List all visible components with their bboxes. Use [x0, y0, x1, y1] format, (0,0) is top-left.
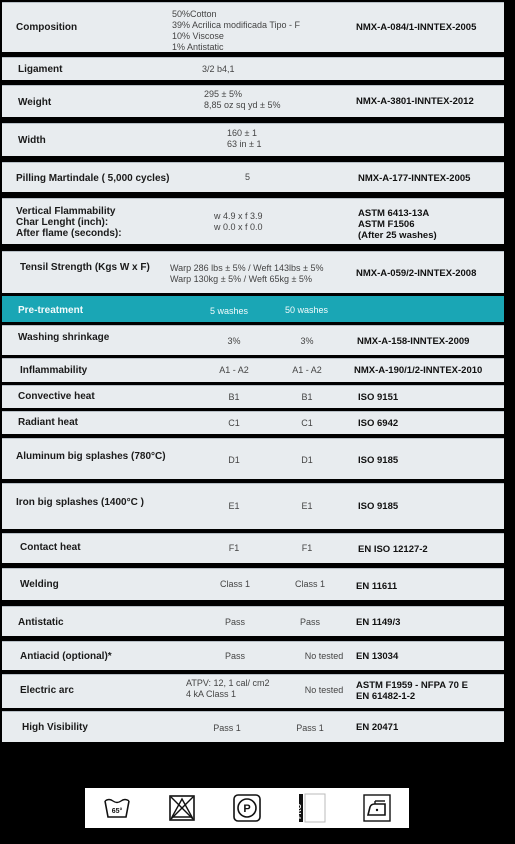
row-value-1: D1	[228, 455, 240, 465]
row-value-1: ATPV: 12, 1 cal/ cm2 4 kA Class 1	[186, 678, 270, 699]
row-value-2: No tested	[304, 685, 344, 695]
row-value-1: 3%	[227, 336, 241, 346]
row-value-1: C1	[228, 418, 240, 428]
row-standard: ASTM F1959 - NFPA 70 E EN 61482-1-2	[356, 680, 468, 702]
spec-row-high-visibility	[2, 711, 504, 742]
row-value-2: No tested	[304, 651, 344, 661]
row-value-2: E1	[301, 501, 313, 511]
row-value-1: 5	[245, 172, 251, 182]
row-standard: EN 1149/3	[356, 617, 401, 628]
spec-row-ligament	[2, 57, 504, 80]
dry-clean-letter: P	[243, 803, 251, 815]
row-value-2: 3%	[300, 336, 314, 346]
spec-row-vertical-flammability	[2, 198, 504, 244]
row-value-1: F1	[228, 543, 240, 553]
wash-tub-icon	[102, 793, 132, 823]
spec-row-width	[2, 123, 504, 156]
row-value-2: D1	[301, 455, 313, 465]
row-standard: NMX-A-3801-INNTEX-2012	[356, 96, 474, 107]
row-value-1: 3/2 b4,1	[202, 64, 235, 74]
wash-temp-label: 65°	[112, 808, 123, 815]
brand-logo-icon	[297, 793, 327, 823]
row-label: Radiant heat	[18, 417, 79, 428]
row-value-1: E1	[228, 501, 240, 511]
iron-icon	[362, 793, 392, 823]
row-value-1: 295 ± 5% 8,85 oz sq yd ± 5%	[204, 89, 281, 110]
row-value-2: A1 - A2	[292, 365, 322, 375]
spec-row-contact-heat	[2, 533, 504, 563]
row-label: Composition	[16, 22, 78, 33]
row-label: Ligament	[18, 64, 63, 75]
row-label: High Visibility	[22, 722, 88, 733]
no-bleach-icon	[167, 793, 197, 823]
row-label: Tensil Strength (Kgs W x F)	[20, 262, 150, 273]
row-label: Pre-treatment	[18, 305, 84, 316]
row-label: Pilling Martindale ( 5,000 cycles)	[16, 173, 170, 184]
row-value-1: 5 washes	[210, 306, 249, 316]
spec-row-radiant-heat	[2, 411, 504, 434]
row-label: Welding	[20, 579, 59, 590]
row-value-1: w 4.9 x f 3.9 w 0.0 x f 0.0	[214, 211, 263, 232]
row-standard: EN 20471	[356, 722, 399, 733]
row-value-1: Pass 1	[213, 723, 241, 733]
spec-row-iron-splashes	[2, 483, 504, 529]
care-icons-strip	[85, 788, 409, 828]
row-value-2: C1	[301, 418, 313, 428]
spec-row-pilling	[2, 162, 504, 192]
dry-clean-icon	[232, 793, 262, 823]
spec-row-convective-heat	[2, 385, 504, 408]
brand-logo-text: PRO	[295, 803, 303, 819]
row-value-1: Class 1	[219, 579, 250, 589]
row-value-2: Pass 1	[296, 723, 324, 733]
row-label: Vertical Flammability Char Lenght (inch): After flame (seconds):	[16, 206, 122, 239]
row-standard: ISO 9151	[358, 392, 399, 403]
row-label: Inflammability	[20, 365, 88, 376]
row-standard: NMX-A-059/2-INNTEX-2008	[356, 268, 477, 279]
spec-row-antiacid	[2, 641, 504, 670]
row-standard: EN 13034	[356, 651, 399, 662]
spec-row-welding	[2, 568, 504, 600]
row-value-1: Pass	[224, 651, 245, 661]
row-value-1: Warp 286 lbs ± 5% / Weft 143lbs ± 5% Warp 130kg ± 5% / Weft 65kg ± 5%	[170, 263, 324, 284]
spec-row-aluminum-splashes	[2, 438, 504, 479]
row-standard: NMX-A-177-INNTEX-2005	[358, 173, 471, 184]
row-value-1: 50%Cotton 39% Acrilica modificada Tipo - F 10% Viscose 1% Antistatic	[172, 9, 301, 52]
row-standard: NMX-A-190/1/2-INNTEX-2010	[354, 365, 483, 376]
row-value-1: B1	[228, 392, 240, 402]
row-label: Iron big splashes (1400°C )	[16, 497, 144, 508]
row-value-1: A1 - A2	[219, 365, 249, 375]
row-label: Weight	[18, 97, 52, 108]
row-value-2: Pass	[299, 617, 320, 627]
row-standard: NMX-A-158-INNTEX-2009	[357, 336, 470, 347]
row-standard: ISO 6942	[358, 418, 399, 429]
spec-row-weight	[2, 85, 504, 117]
row-standard: ISO 9185	[358, 455, 399, 466]
row-standard: NMX-A-084/1-INNTEX-2005	[356, 22, 477, 33]
row-value-2: B1	[301, 392, 313, 402]
row-value-1: 160 ± 1 63 in ± 1	[227, 128, 262, 149]
spec-row-pre-treatment	[2, 296, 504, 322]
row-label: Width	[18, 135, 46, 146]
spec-row-tensil-strength	[2, 251, 504, 293]
row-standard: EN ISO 12127-2	[358, 544, 428, 555]
row-label: Antistatic	[18, 617, 64, 628]
spec-row-washing-shrinkage	[2, 325, 504, 355]
row-label: Antiacid (optional)*	[20, 651, 112, 662]
row-value-1: Pass	[224, 617, 245, 627]
row-label: Washing shrinkage	[18, 332, 110, 343]
row-value-2: F1	[301, 543, 313, 553]
row-standard: ISO 9185	[358, 501, 399, 512]
spec-row-composition	[2, 2, 504, 52]
row-label: Contact heat	[20, 542, 81, 553]
spec-row-inflammability	[2, 358, 504, 382]
row-standard: EN 11611	[356, 581, 398, 592]
spec-row-antistatic	[2, 606, 504, 636]
row-label: Aluminum big splashes (780°C)	[16, 451, 166, 462]
row-standard: ASTM 6413-13A ASTM F1506 (After 25 washes)	[358, 208, 437, 241]
row-label: Convective heat	[18, 391, 95, 402]
row-label: Electric arc	[20, 685, 74, 696]
row-value-2: Class 1	[294, 579, 325, 589]
spec-row-electric-arc	[2, 674, 504, 708]
row-value-2: 50 washes	[285, 305, 329, 315]
